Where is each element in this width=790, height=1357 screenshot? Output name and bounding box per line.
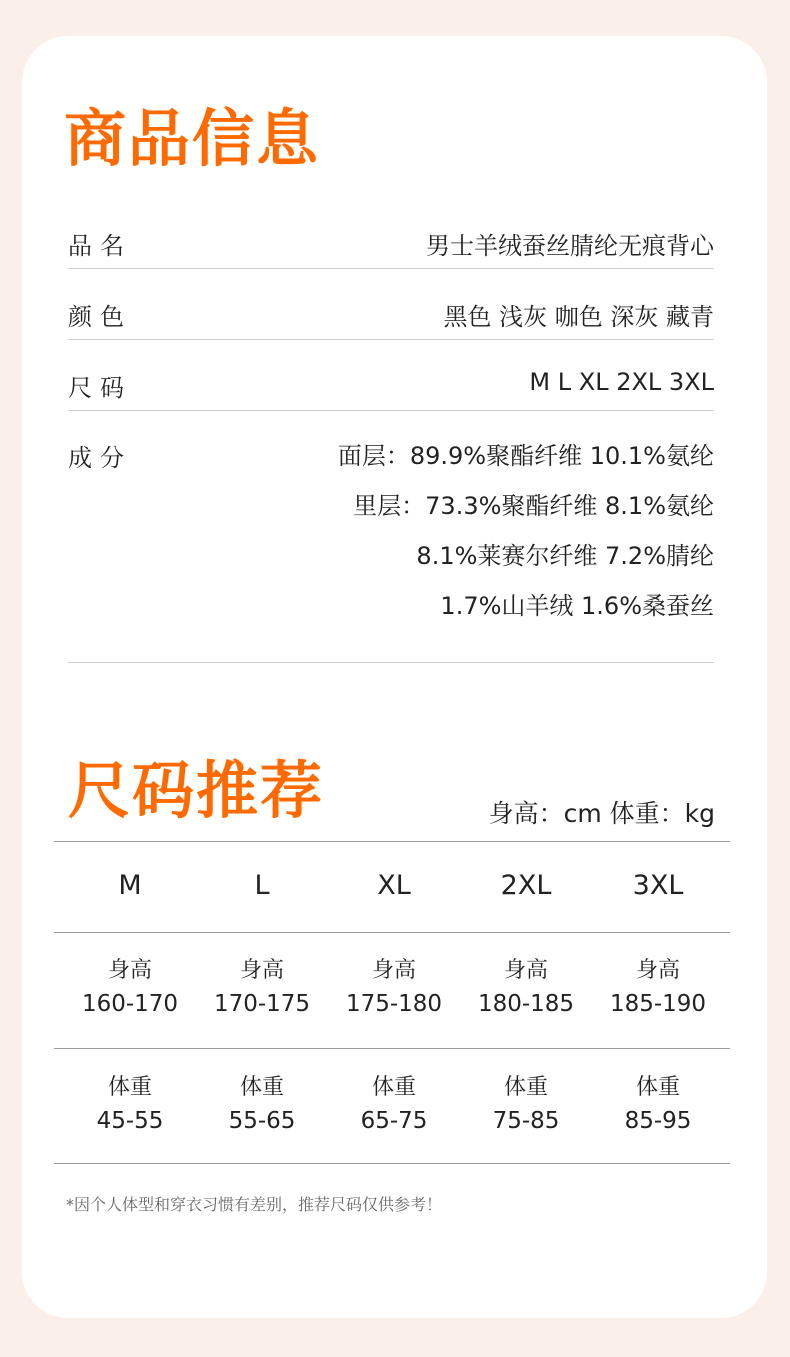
composition-lines	[338, 438, 714, 638]
height-label: 身高	[503, 958, 548, 983]
unit-note: 身高：cm 体重：kg	[488, 799, 715, 828]
height-cell	[196, 956, 328, 1022]
height-range: 185-190	[609, 991, 707, 1017]
product-info-title: 商品信息	[64, 102, 321, 175]
info-row-size	[68, 368, 714, 411]
weight-label: 体重	[503, 1075, 548, 1100]
weight-label: 体重	[239, 1075, 284, 1100]
height-label: 身高	[107, 958, 152, 983]
size-header: 2XL	[500, 870, 552, 901]
table-divider	[54, 1048, 730, 1049]
info-value-size: M L XL 2XL 3XL	[529, 368, 714, 396]
height-cell	[460, 956, 592, 1022]
weight-range: 75-85	[492, 1108, 560, 1134]
table-divider	[54, 841, 730, 842]
info-label-composition: 成分	[68, 444, 132, 472]
weight-cell	[592, 1073, 724, 1139]
info-label-name: 品名	[68, 232, 132, 260]
size-guide-title: 尺码推荐	[68, 754, 325, 827]
size-header: 3XL	[632, 870, 684, 901]
weight-cell	[196, 1073, 328, 1139]
height-label: 身高	[635, 958, 680, 983]
info-row-color	[68, 297, 714, 340]
weight-row	[64, 1073, 724, 1139]
weight-label: 体重	[635, 1075, 680, 1100]
info-value-name: 男士羊绒蚕丝腈纶无痕背心	[426, 232, 714, 260]
weight-range: 45-55	[96, 1108, 164, 1134]
weight-label: 体重	[371, 1075, 416, 1100]
weight-cell	[328, 1073, 460, 1139]
composition-line: 1.7%山羊绒 1.6%桑蚕丝	[440, 592, 714, 620]
size-header: XL	[377, 870, 411, 901]
info-value-color: 黑色 浅灰 咖色 深灰 藏青	[443, 303, 714, 331]
footnote: *因个人体型和穿衣习惯有差别，推荐尺码仅供参考！	[66, 1195, 443, 1214]
info-card	[22, 36, 767, 1318]
composition-line: 里层：73.3%聚酯纤维 8.1%氨纶	[353, 492, 714, 520]
info-row-composition	[68, 438, 714, 663]
height-range: 180-185	[477, 991, 575, 1017]
weight-range: 55-65	[228, 1108, 296, 1134]
weight-range: 65-75	[360, 1108, 428, 1134]
size-header: L	[254, 870, 270, 901]
weight-range: 85-95	[624, 1108, 692, 1134]
size-header: M	[118, 870, 142, 901]
info-label-size: 尺码	[68, 374, 132, 402]
height-label: 身高	[371, 958, 416, 983]
height-range: 170-175	[213, 991, 311, 1017]
height-cell	[328, 956, 460, 1022]
height-cell	[64, 956, 196, 1022]
weight-cell	[460, 1073, 592, 1139]
table-divider	[54, 1163, 730, 1164]
height-range: 160-170	[81, 991, 179, 1017]
weight-cell	[64, 1073, 196, 1139]
weight-label: 体重	[107, 1075, 152, 1100]
info-row-name	[68, 226, 714, 269]
info-label-color: 颜色	[68, 303, 132, 331]
size-header-row	[64, 866, 724, 906]
composition-line: 面层：89.9%聚酯纤维 10.1%氨纶	[337, 442, 714, 470]
table-divider	[54, 932, 730, 933]
height-cell	[592, 956, 724, 1022]
height-row	[64, 956, 724, 1022]
height-range: 175-180	[345, 991, 443, 1017]
height-label: 身高	[239, 958, 284, 983]
composition-line: 8.1%莱赛尔纤维 7.2%腈纶	[416, 542, 714, 570]
